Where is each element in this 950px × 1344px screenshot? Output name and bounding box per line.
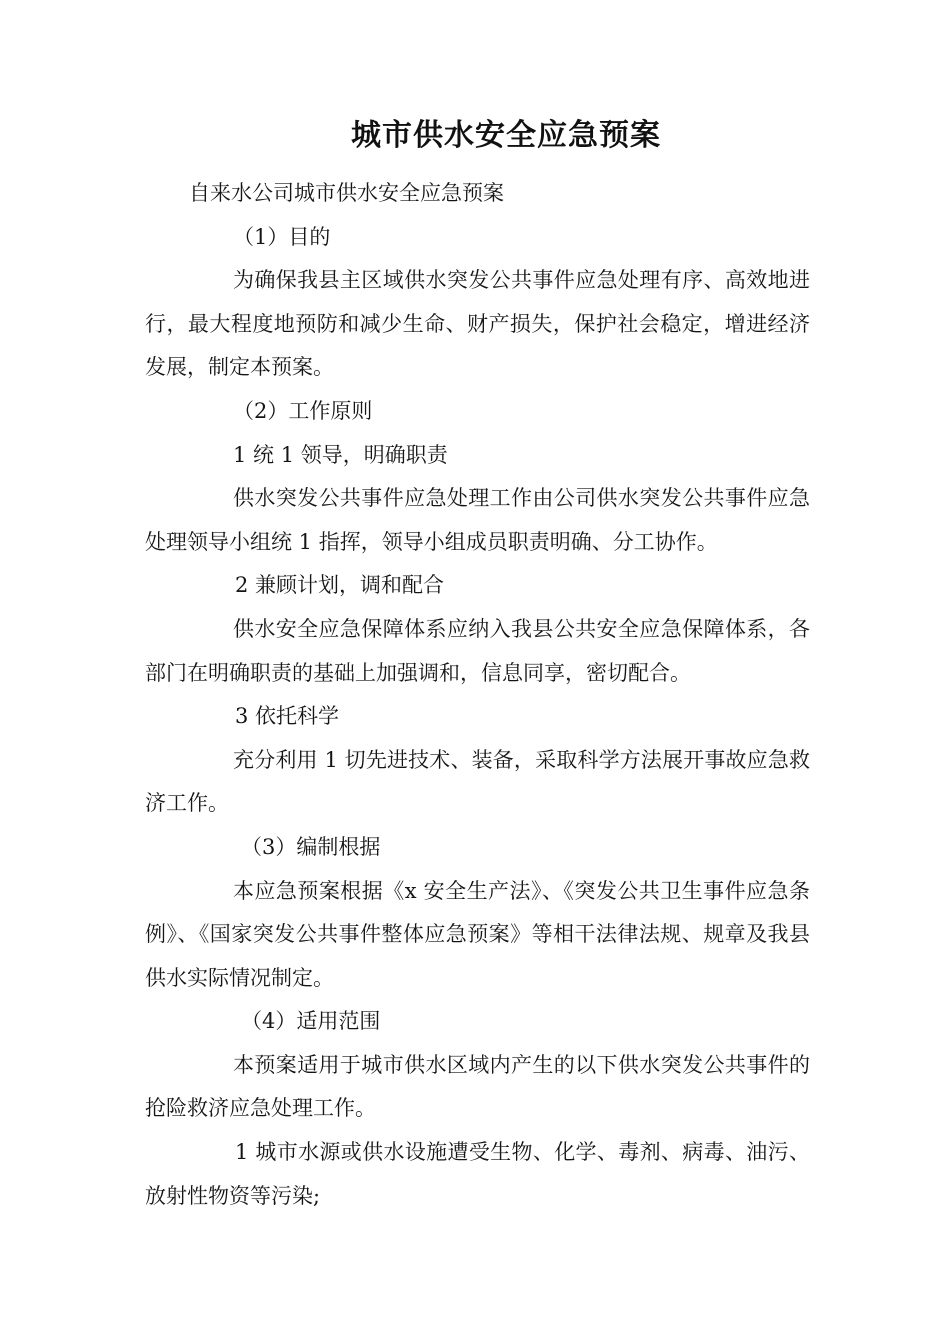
document-title: 城市供水安全应急预案 xyxy=(351,118,661,153)
principle-item-text: 供水突发公共事件应急处理工作由公司供水突发公共事件应急处理领导小组统 1 指挥，领导小组成员职责明确、分工协作。 xyxy=(145,486,810,554)
principle-item-label: 3 依托科学 xyxy=(235,704,340,729)
document-subtitle: 自来水公司城市供水安全应急预案 xyxy=(189,181,504,205)
scope-list-item: 1 城市水源或供水设施遭受生物、化学、毒剂、病毒、油污、放射性物资等污染; xyxy=(145,1140,810,1208)
principle-item-label: 2 兼顾计划，调和配合 xyxy=(235,573,445,598)
principle-item-text: 供水安全应急保障体系应纳入我县公共安全应急保障体系，各部门在明确职责的基础上加强调和，信息同享，密切配合。 xyxy=(145,616,810,685)
principle-item-text: 充分利用 1 切先进技术、装备，采取科学方法展开事故应急救济工作。 xyxy=(145,747,810,816)
section-paragraph: 为确保我县主区域供水突发公共事件应急处理有序、高效地进行，最大程度地预防和减少生命、财产损失，保护社会稳定，增进经济发展，制定本预案。 xyxy=(145,268,810,380)
section-heading-scope: （4）适用范围 xyxy=(241,1009,381,1034)
section-paragraph: 本预案适用于城市供水区域内产生的以下供水突发公共事件的抢险救济应急处理工作。 xyxy=(145,1052,810,1121)
section-heading-purpose: （1）目的 xyxy=(233,224,331,249)
document-body xyxy=(145,172,810,1218)
section-heading-principles: （2）工作原则 xyxy=(233,398,373,423)
principle-item-label: 1 统 1 领导，明确职责 xyxy=(233,442,448,467)
section-heading-basis: （3）编制根据 xyxy=(241,834,381,859)
section-paragraph: 本应急预案根据《x 安全生产法》、《突发公共卫生事件应急条例》、《国家突发公共事件整体应急预案》等相干法律法规、规章及我县供水实际情况制定。 xyxy=(145,878,810,990)
